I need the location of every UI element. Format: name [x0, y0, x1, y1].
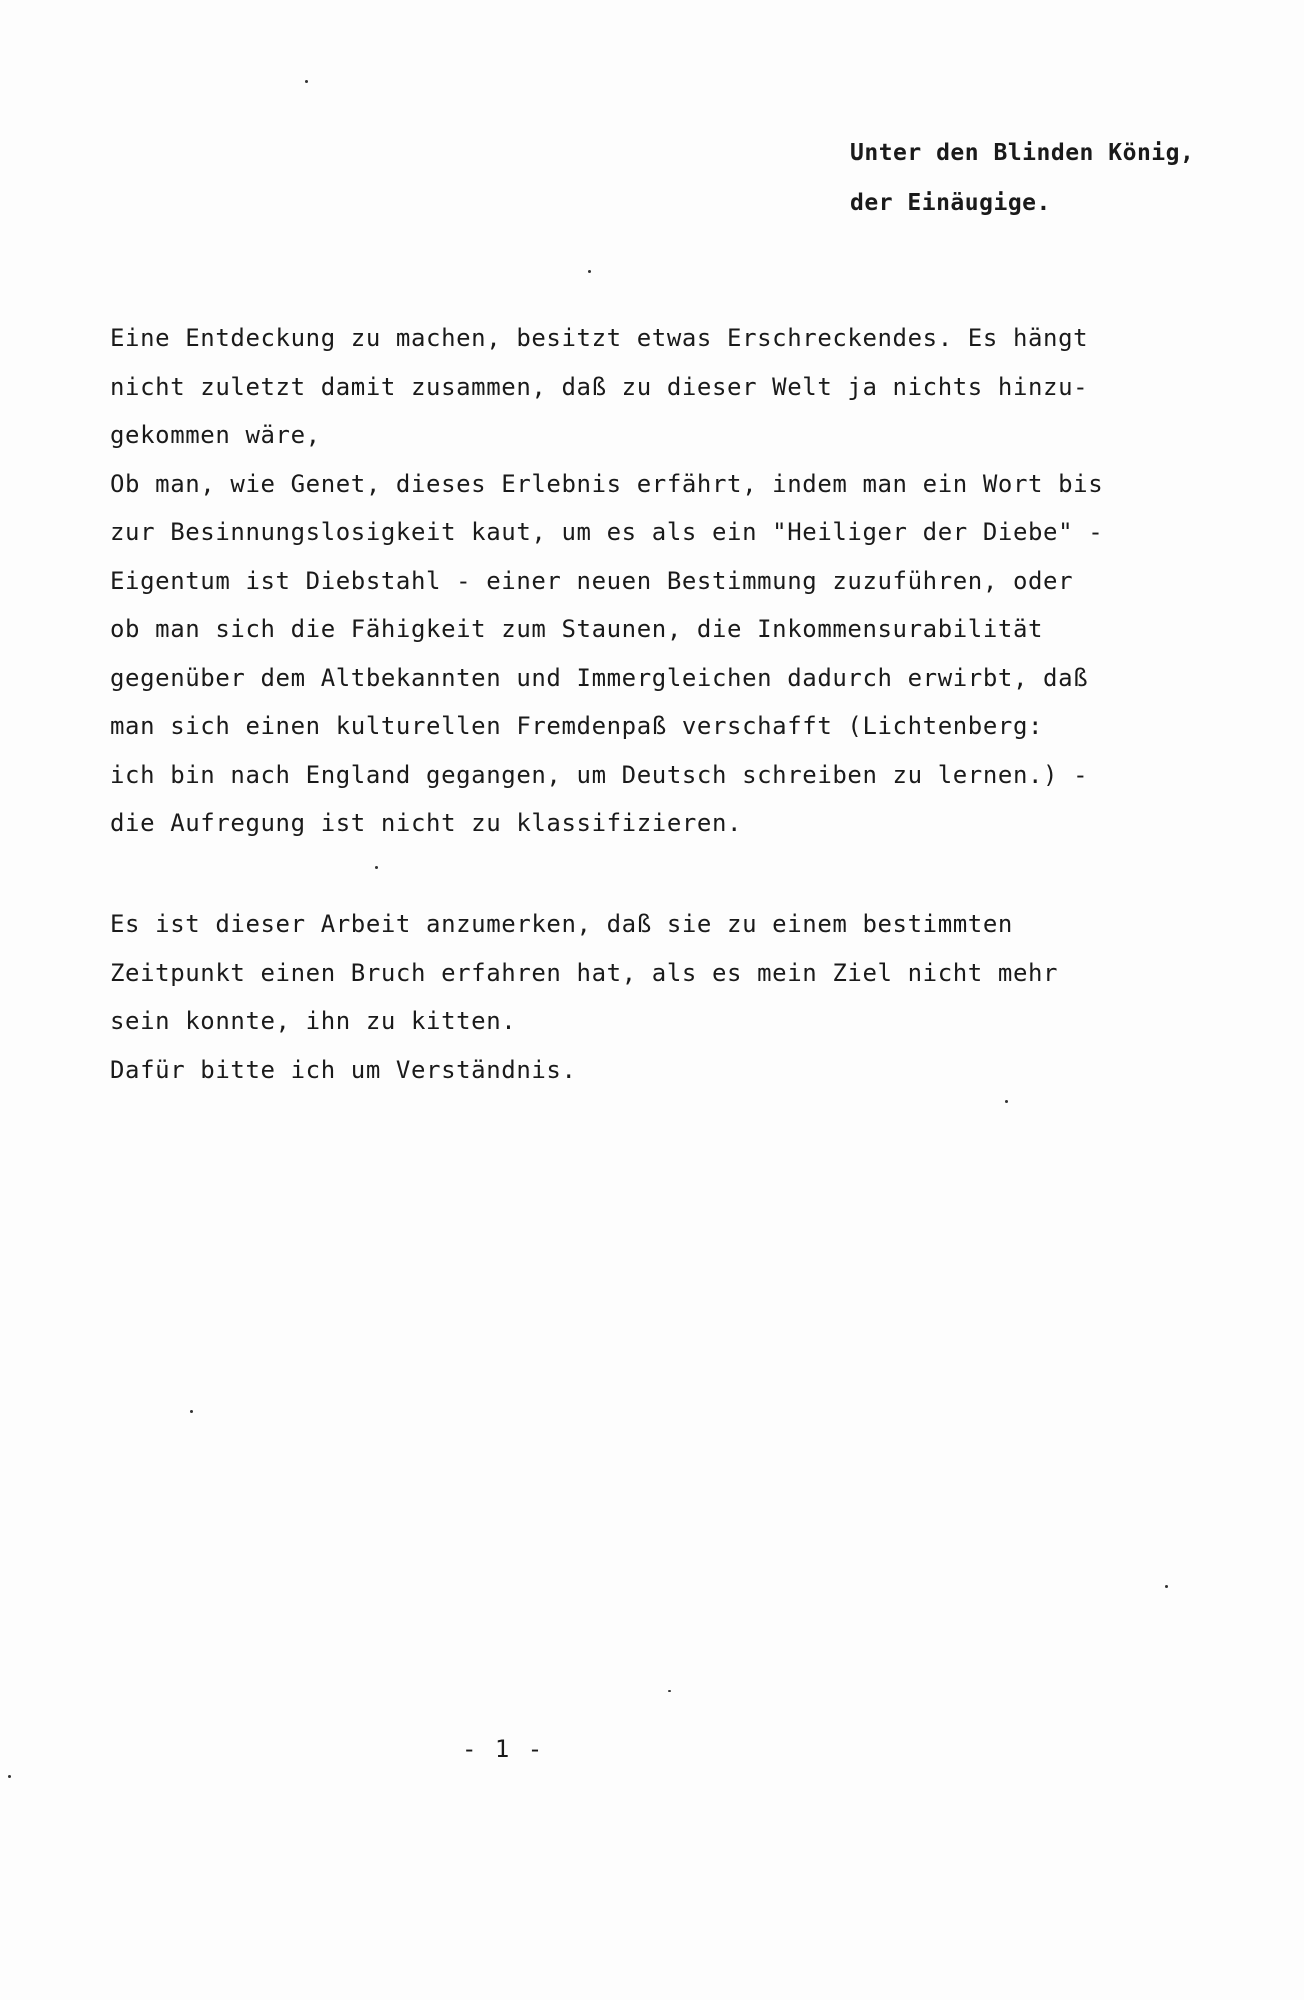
scan-speck [305, 80, 308, 83]
text-line: gekommen wäre, [110, 421, 321, 449]
scan-speck [588, 270, 591, 273]
text-line: ob man sich die Fähigkeit zum Staunen, die Inkommensurabilität [110, 615, 1044, 643]
page-number: - 1 - [462, 1735, 545, 1763]
epigraph-line-2: der Einäugige. [850, 190, 1051, 216]
text-line: gegenüber dem Altbekannten und Immergleichen dadurch erwirbt, daß [110, 663, 1089, 692]
text-line: zur Besinnungslosigkeit kaut, um es als ein "Heiliger der Diebe" - [110, 518, 1104, 546]
scan-speck [190, 1410, 193, 1413]
scan-speck [8, 1775, 11, 1778]
text-line: die Aufregung ist nicht zu klassifizieren. [110, 809, 743, 837]
text-line: sein konnte, ihn zu kitten. [110, 1007, 517, 1035]
scan-speck [1165, 1585, 1168, 1588]
epigraph [850, 128, 1194, 228]
text-line: ich bin nach England gegangen, um Deutsch schreiben zu lernen.) - [110, 760, 1089, 789]
text-line: Eine Entdeckung zu machen, besitzt etwas Erschreckendes. Es hängt [110, 324, 1089, 352]
text-line: Zeitpunkt einen Bruch erfahren hat, als es mein Ziel nicht mehr [110, 958, 1059, 987]
epigraph-line-1: Unter den Blinden König, [850, 140, 1195, 166]
text-line: nicht zuletzt damit zusammen, daß zu dieser Welt ja nichts hinzu- [110, 372, 1089, 401]
paragraph-1 [110, 314, 1190, 848]
text-line: man sich einen kulturellen Fremdenpaß verschafft (Lichtenberg: [110, 712, 1044, 740]
text-line: Ob man, wie Genet, dieses Erlebnis erfährt, indem man ein Wort bis [110, 469, 1104, 498]
paragraph-2 [110, 900, 1190, 1094]
scan-speck [375, 866, 378, 869]
text-line: Dafür bitte ich um Verständnis. [110, 1055, 577, 1084]
scan-speck [668, 1690, 671, 1692]
scan-speck [1005, 1100, 1008, 1103]
text-line: Eigentum ist Diebstahl - einer neuen Bestimmung zuzuführen, oder [110, 566, 1074, 595]
text-line: Es ist dieser Arbeit anzumerken, daß sie zu einem bestimmten [110, 910, 1013, 938]
